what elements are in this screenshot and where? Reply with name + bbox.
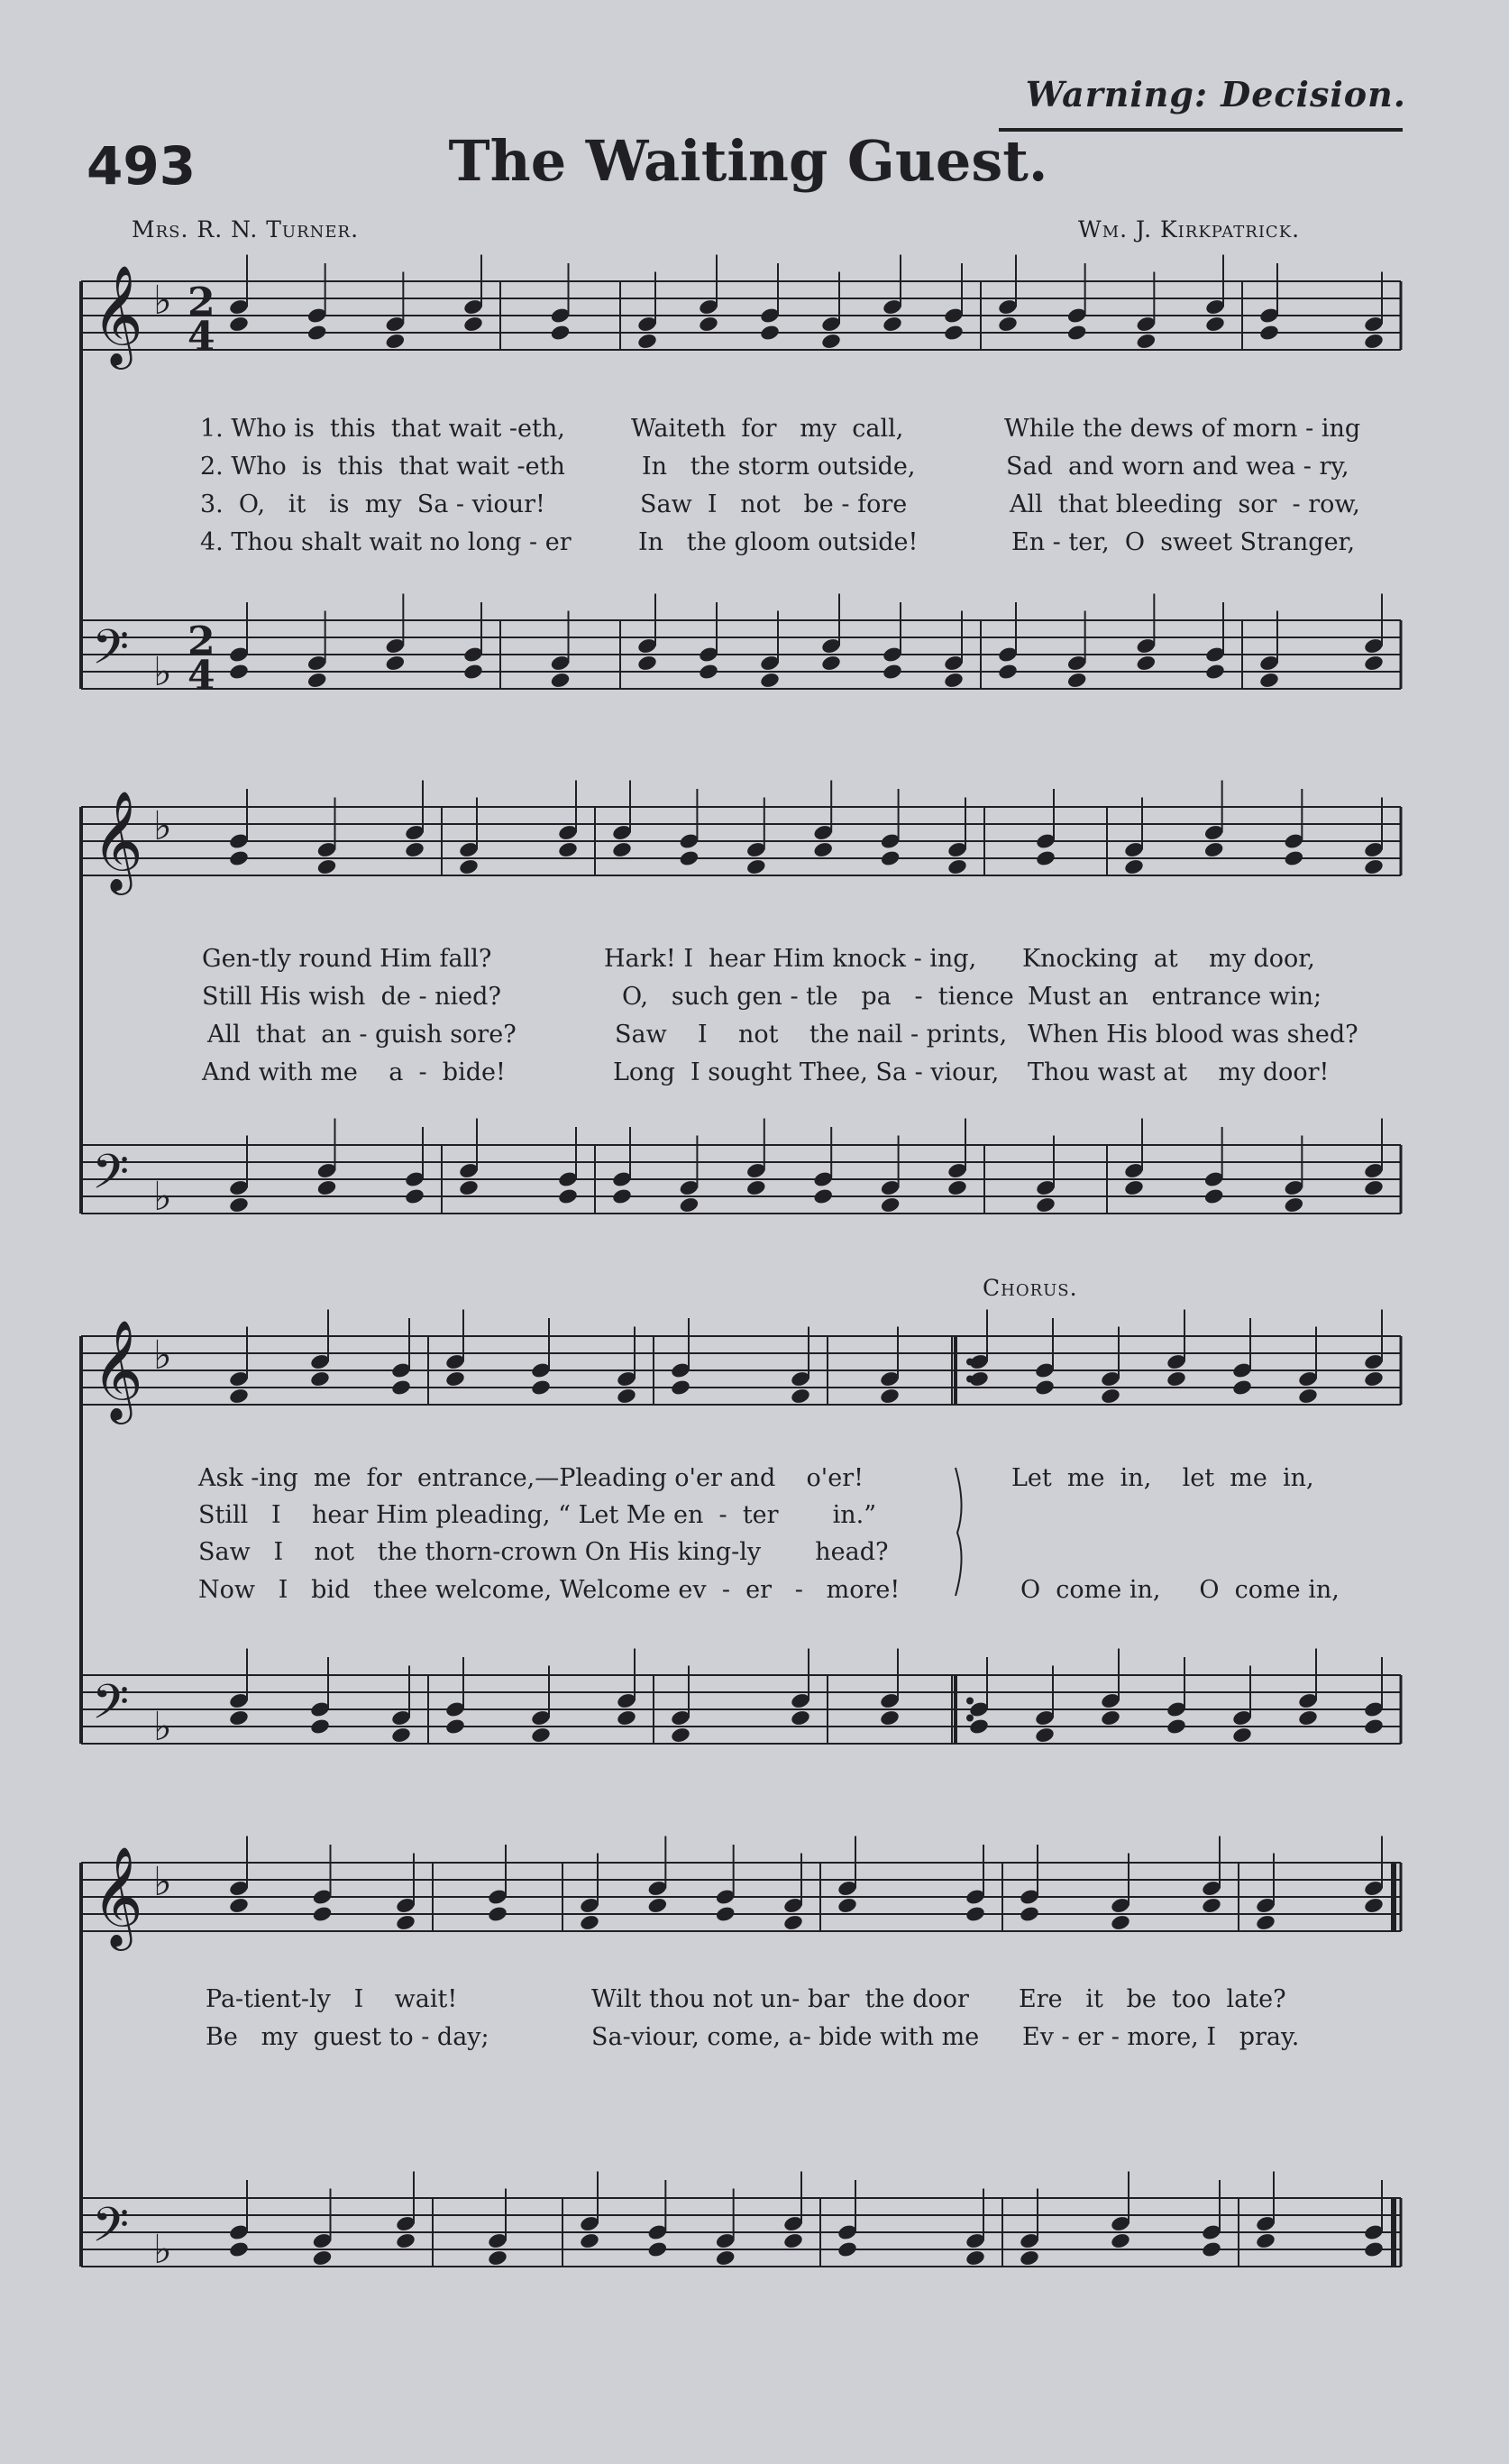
note-head: [1136, 333, 1157, 351]
note-head: [879, 1709, 901, 1727]
lyric: Now I bid thee welcome, Welcome ev - er - more!: [198, 1576, 901, 1604]
key-flat: ♭: [153, 1704, 172, 1750]
time-signature: 2: [187, 618, 215, 664]
note-head: [1258, 324, 1280, 342]
note-head: [1255, 2232, 1276, 2250]
note-head: [1258, 672, 1280, 690]
lyric: Ere it be too late?: [1019, 1985, 1286, 2013]
lyric: Saw I not the nail - prints,: [615, 1021, 1008, 1049]
bass-clef: 𝄢: [92, 1675, 130, 1742]
note-head: [1284, 1196, 1305, 1214]
note-head: [698, 663, 719, 681]
note-head: [1066, 324, 1088, 342]
note-head: [997, 663, 1019, 681]
key-flat: ♭: [153, 1174, 172, 1220]
note-head: [228, 2240, 250, 2258]
chorus-brace: [956, 1468, 962, 1596]
lyric: In the storm outside,: [642, 453, 916, 481]
bass-clef: 𝄢: [92, 2198, 130, 2265]
note-head: [947, 1179, 968, 1197]
note-head: [228, 1196, 250, 1214]
note-head: [487, 1905, 508, 1923]
note-head: [1100, 1709, 1121, 1727]
note-head: [790, 1388, 811, 1406]
lyric: When His blood was shed?: [1028, 1021, 1358, 1049]
note-head: [812, 1187, 834, 1205]
lyric: O, such gen - tle pa - tience: [622, 983, 1014, 1011]
note-head: [616, 1388, 637, 1406]
lyric: Sad and worn and wea - ry,: [1006, 453, 1349, 481]
note-head: [947, 858, 968, 876]
note-head: [1363, 858, 1385, 876]
repeat-dot: [966, 1698, 974, 1705]
note-head: [1204, 316, 1226, 334]
lyric: While the dews of morn - ing: [1004, 415, 1361, 443]
lyric: Long I sought Thee, Sa - viour,: [613, 1058, 1000, 1086]
note-head: [1363, 2240, 1385, 2258]
note-head: [385, 655, 407, 673]
note-head: [309, 1717, 331, 1736]
note-head: [759, 324, 781, 342]
note-head: [557, 841, 579, 859]
note-head: [647, 1897, 669, 1915]
time-signature: 4: [187, 314, 215, 360]
lyric: Sa-viour, come, a- bide with me: [591, 2023, 980, 2051]
note-head: [1363, 1897, 1385, 1915]
note-head: [679, 1196, 700, 1214]
lyric: Still I hear Him pleading, “ Let Me en - ter in.”: [198, 1501, 877, 1529]
note-head: [1231, 1379, 1253, 1397]
note-head: [882, 316, 903, 334]
note-head: [1019, 1905, 1040, 1923]
note-head: [647, 2240, 669, 2258]
lyric: All that bleeding sor - row,: [1010, 490, 1360, 518]
note-head: [1110, 1914, 1131, 1932]
section-heading: Warning: Decision.: [1025, 74, 1406, 114]
lyric: 4. Thou shalt wait no long - er: [200, 528, 572, 556]
lyric: Thou wast at my door!: [1028, 1058, 1330, 1086]
treble-clef: 𝄞: [92, 264, 143, 365]
note-head: [880, 1196, 901, 1214]
note-head: [1019, 2249, 1040, 2267]
note-head: [1034, 1727, 1056, 1745]
note-head: [812, 841, 834, 859]
note-head: [880, 849, 901, 867]
note-head: [882, 663, 903, 681]
note-head: [715, 2249, 736, 2267]
note-head: [1123, 1179, 1145, 1197]
lyric: All that an - guish sore?: [207, 1021, 517, 1049]
note-head: [228, 1709, 250, 1727]
note-head: [1255, 1914, 1276, 1932]
note-head: [1201, 1897, 1222, 1915]
note-head: [487, 2249, 508, 2267]
note-head: [579, 1914, 600, 1932]
note-head: [820, 333, 842, 351]
note-head: [997, 316, 1019, 334]
note-head: [759, 672, 781, 690]
lyric: Still His wish de - nied?: [202, 983, 501, 1011]
note-head: [530, 1379, 552, 1397]
note-head: [228, 1388, 250, 1406]
note-head: [1066, 672, 1088, 690]
lyric: Gen-tly round Him fall?: [202, 945, 492, 973]
note-head: [879, 1388, 901, 1406]
note-head: [1201, 2240, 1222, 2258]
note-head: [1203, 841, 1225, 859]
lyric: Ev - er - more, I pray.: [1022, 2023, 1300, 2051]
lyric: Must an entrance win;: [1028, 983, 1322, 1011]
note-head: [1284, 849, 1305, 867]
lyric: Let me in, let me in,: [1011, 1464, 1314, 1492]
lyric: In the gloom outside!: [638, 528, 919, 556]
note-head: [670, 1727, 691, 1745]
treble-clef: 𝄞: [92, 1319, 143, 1420]
note-head: [782, 2232, 804, 2250]
key-flat: ♭: [153, 1859, 172, 1905]
lyric: 3. O, it is my Sa - viour!: [200, 490, 545, 518]
note-head: [390, 1379, 412, 1397]
note-head: [1297, 1388, 1319, 1406]
note-head: [312, 2249, 334, 2267]
note-head: [228, 1897, 250, 1915]
repeat-dot: [966, 1376, 974, 1383]
note-head: [1363, 333, 1385, 351]
time-signature: 2: [187, 279, 215, 325]
note-head: [462, 663, 484, 681]
note-head: [395, 2232, 416, 2250]
bass-clef: 𝄢: [92, 620, 130, 687]
lyric: Knocking at my door,: [1022, 945, 1315, 973]
treble-clef: 𝄞: [92, 1846, 143, 1946]
note-head: [965, 1905, 986, 1923]
note-head: [316, 858, 338, 876]
chorus-label: Chorus.: [983, 1275, 1078, 1301]
note-head: [611, 1187, 633, 1205]
lyric: 2. Who is this that wait -eth: [200, 453, 565, 481]
note-head: [745, 1179, 767, 1197]
repeat-dot: [966, 1715, 974, 1722]
note-head: [943, 672, 965, 690]
note-head: [444, 1370, 466, 1388]
lyric: En - ter, O sweet Stranger,: [1011, 528, 1356, 556]
note-head: [698, 316, 719, 334]
note-head: [965, 2249, 986, 2267]
key-flat: ♭: [153, 2227, 172, 2273]
note-head: [530, 1727, 552, 1745]
lyric: Saw I not be - fore: [640, 490, 908, 518]
note-head: [1136, 655, 1157, 673]
note-head: [1204, 663, 1226, 681]
note-head: [1166, 1370, 1187, 1388]
bass-clef: 𝄢: [92, 1145, 130, 1212]
repeat-dot: [966, 1359, 974, 1366]
note-head: [550, 672, 572, 690]
lyric: 1. Who is this that wait -eth,: [200, 415, 565, 443]
note-head: [228, 316, 250, 334]
note-head: [579, 2232, 600, 2250]
note-head: [820, 655, 842, 673]
note-head: [943, 324, 965, 342]
note-head: [404, 1187, 425, 1205]
note-head: [312, 1905, 334, 1923]
note-head: [395, 1914, 416, 1932]
lyric: Ask -ing me for entrance,—Pleading o'er and o'er!: [198, 1464, 864, 1492]
lyric: Be my guest to - day;: [206, 2023, 489, 2051]
note-head: [1363, 655, 1385, 673]
note-head: [782, 1914, 804, 1932]
note-head: [837, 2240, 858, 2258]
note-head: [385, 333, 407, 351]
key-flat: ♭: [153, 649, 172, 695]
lyric: Waiteth for my call,: [631, 415, 904, 443]
note-head: [715, 1905, 736, 1923]
lyricist: Mrs. R. N. Turner.: [132, 216, 360, 243]
note-head: [745, 858, 767, 876]
note-head: [1100, 1388, 1121, 1406]
note-head: [306, 672, 328, 690]
note-head: [458, 858, 480, 876]
note-head: [679, 849, 700, 867]
note-head: [316, 1179, 338, 1197]
note-head: [1231, 1727, 1253, 1745]
note-head: [390, 1727, 412, 1745]
note-head: [306, 324, 328, 342]
note-head: [1363, 1717, 1385, 1736]
note-head: [550, 324, 572, 342]
note-head: [1166, 1717, 1187, 1736]
note-head: [611, 841, 633, 859]
note-head: [1110, 2232, 1131, 2250]
note-head: [404, 841, 425, 859]
time-signature: 4: [187, 653, 215, 699]
treble-clef: 𝄞: [92, 790, 143, 891]
key-flat: ♭: [153, 803, 172, 849]
key-flat: ♭: [153, 1333, 172, 1379]
note-head: [636, 655, 658, 673]
note-head: [670, 1379, 691, 1397]
note-head: [837, 1897, 858, 1915]
note-head: [616, 1709, 637, 1727]
note-head: [1297, 1709, 1319, 1727]
note-head: [1363, 1179, 1385, 1197]
hymn-number: 493: [87, 135, 197, 197]
lyric: Pa-tient-ly I wait!: [206, 1985, 458, 2013]
note-head: [1035, 1196, 1056, 1214]
note-head: [228, 663, 250, 681]
note-head: [309, 1370, 331, 1388]
lyric: Wilt thou not un- bar the door: [591, 1985, 969, 2013]
note-head: [458, 1179, 480, 1197]
note-head: [1363, 1370, 1385, 1388]
note-head: [636, 333, 658, 351]
key-flat: ♭: [153, 278, 172, 324]
note-head: [557, 1187, 579, 1205]
composer: Wm. J. Kirkpatrick.: [1078, 216, 1301, 243]
lyric: Hark! I hear Him knock - ing,: [604, 945, 977, 973]
lyric: O come in, O come in,: [1020, 1576, 1340, 1604]
lyric: And with me a - bide!: [202, 1058, 506, 1086]
note-head: [1034, 1379, 1056, 1397]
note-head: [228, 849, 250, 867]
note-head: [1203, 1187, 1225, 1205]
note-head: [462, 316, 484, 334]
note-head: [1123, 858, 1145, 876]
lyric: Saw I not the thorn-crown On His king-ly head?: [198, 1538, 889, 1566]
note-head: [1035, 849, 1056, 867]
note-head: [790, 1709, 811, 1727]
hymn-title: The Waiting Guest.: [448, 128, 1048, 194]
note-head: [444, 1717, 466, 1736]
